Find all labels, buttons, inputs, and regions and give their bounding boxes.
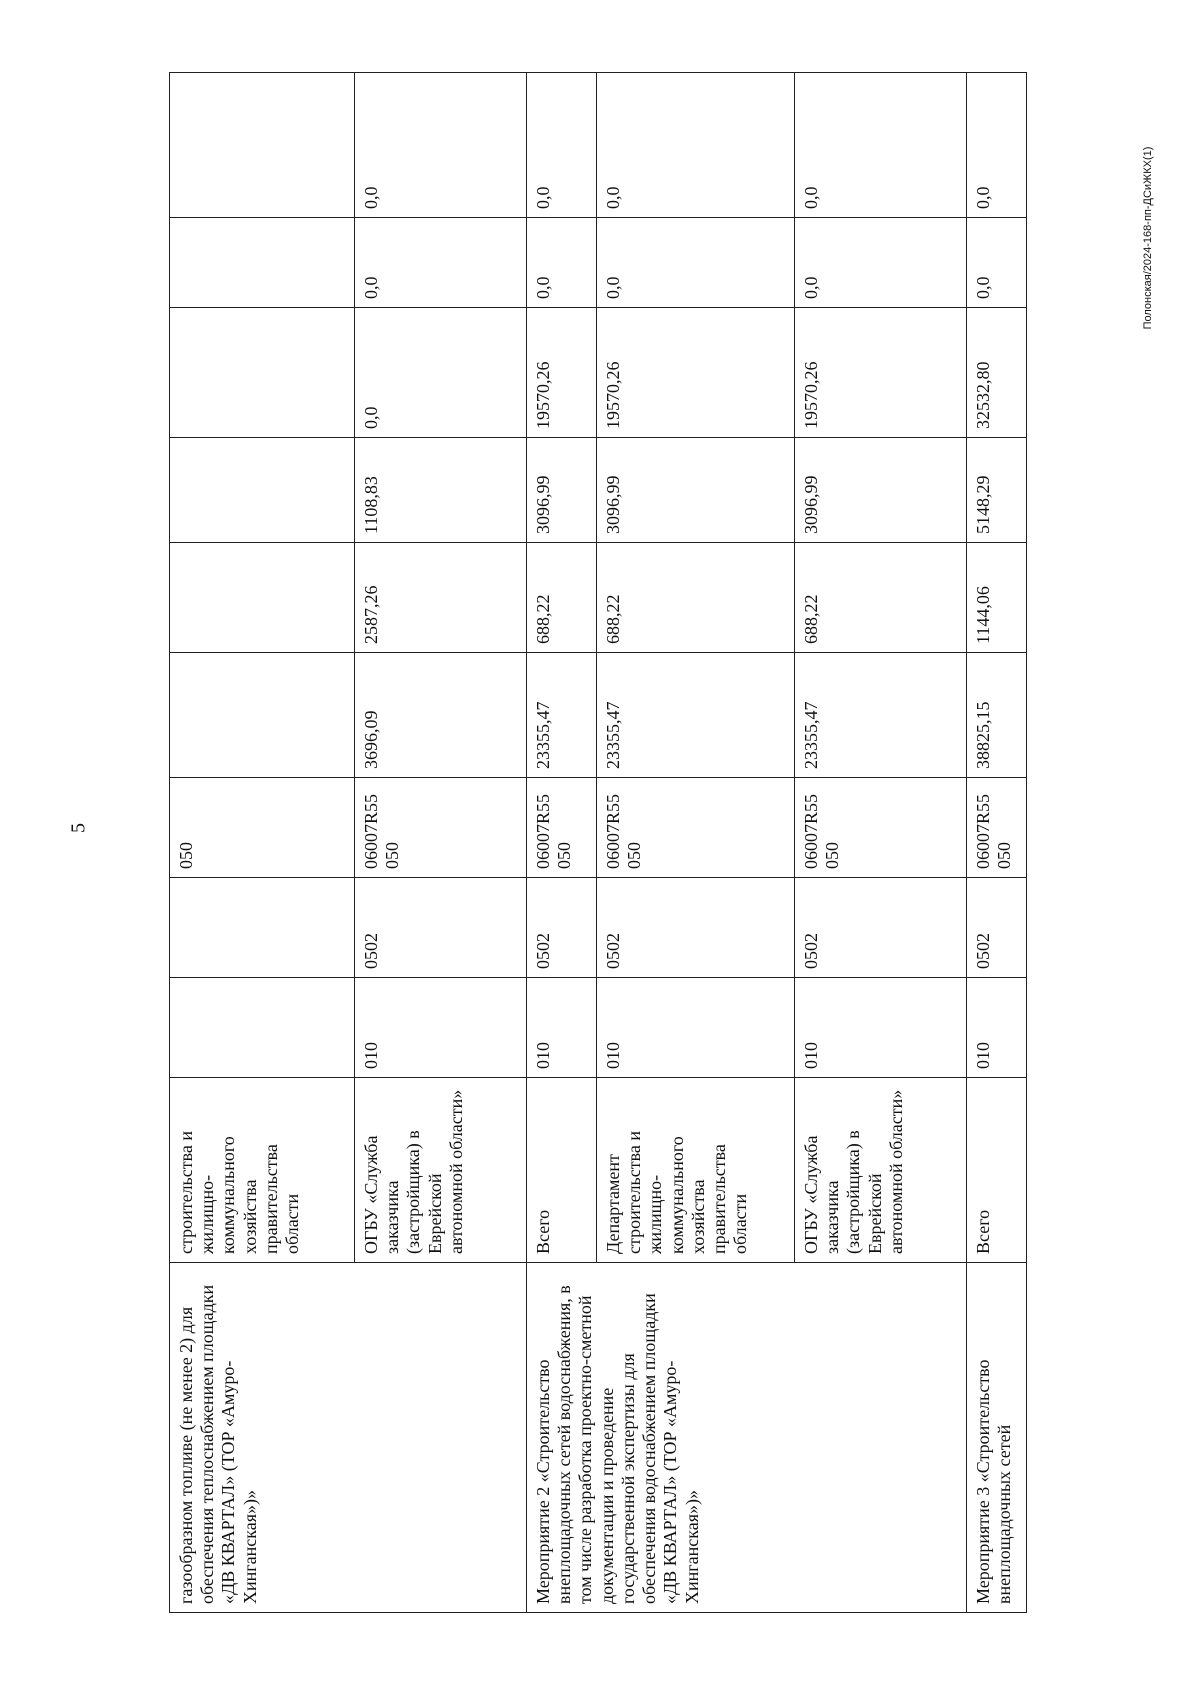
table-row <box>527 73 597 1613</box>
grbs-cell: 010 <box>597 978 795 1078</box>
event-cell: Мероприятие 3 «Строительство внеплощадочных сетей <box>967 1263 1027 1613</box>
total-cell <box>170 653 355 778</box>
executor-cell: ОГБУ «Служба заказчика (застройщика) в Еврейской автономной области» <box>795 1078 967 1263</box>
executor-cell: Всего <box>527 1078 597 1263</box>
rzpr-cell <box>170 878 355 978</box>
total-cell: 3696,09 <box>355 653 527 778</box>
value-cell: 1108,83 <box>355 438 527 543</box>
value-cell: 0,0 <box>527 73 597 218</box>
value-cell: 688,22 <box>795 543 967 653</box>
value-cell: 0,0 <box>355 308 527 438</box>
grbs-cell: 010 <box>527 978 597 1078</box>
value-cell: 3096,99 <box>527 438 597 543</box>
rzpr-cell: 0502 <box>597 878 795 978</box>
executor-cell: ОГБУ «Служба заказчика (застройщика) в Еврейской автономной области» <box>355 1078 527 1263</box>
value-cell: 5148,29 <box>967 438 1027 543</box>
total-cell: 23355,47 <box>597 653 795 778</box>
executor-cell: строительства и жилищно-коммунального хозяйства правительства области <box>170 1078 355 1263</box>
event-cell: газообразном топливе (не менее 2) для обеспечения теплоснабжением площадки «ДВ КВАРТАЛ» (ТОР «Амуро-Хинганская»)» <box>170 1263 527 1613</box>
total-cell: 38825,15 <box>967 653 1027 778</box>
csr-cell: 06007R55 050 <box>967 778 1027 878</box>
grbs-cell: 010 <box>967 978 1027 1078</box>
rzpr-cell: 0502 <box>795 878 967 978</box>
value-cell: 19570,26 <box>527 308 597 438</box>
csr-cell: 06007R55 050 <box>597 778 795 878</box>
rzpr-cell: 0502 <box>355 878 527 978</box>
value-cell: 1144,06 <box>967 543 1027 653</box>
csr-cell: 06007R55 050 <box>355 778 527 878</box>
grbs-cell: 010 <box>355 978 527 1078</box>
value-cell <box>170 308 355 438</box>
value-cell <box>170 438 355 543</box>
grbs-cell: 010 <box>795 978 967 1078</box>
rzpr-cell: 0502 <box>527 878 597 978</box>
table-row <box>170 73 355 1613</box>
value-cell: 0,0 <box>967 73 1027 218</box>
executor-cell: Всего <box>967 1078 1027 1263</box>
csr-cell: 06007R55 050 <box>795 778 967 878</box>
total-cell: 23355,47 <box>795 653 967 778</box>
value-cell <box>170 543 355 653</box>
document-code: Полонская/2024-168-пп-ДСиЖКХ(1) <box>1142 146 1154 330</box>
rotated-page-content <box>169 72 1027 1613</box>
event-cell: Мероприятие 2 «Строительство внеплощадочных сетей водоснабжения, в том числе разработка проектно-сметной документации и проведение государственной экспертизы для обеспечения водоснабжением площадки «ДВ КВАРТАЛ» (ТОР «Амуро-Хинганская»)» <box>527 1263 967 1613</box>
value-cell: 0,0 <box>597 218 795 308</box>
value-cell: 3096,99 <box>795 438 967 543</box>
value-cell: 32532,80 <box>967 308 1027 438</box>
budget-table <box>169 72 1027 1613</box>
rzpr-cell: 0502 <box>967 878 1027 978</box>
total-cell: 23355,47 <box>527 653 597 778</box>
value-cell: 688,22 <box>597 543 795 653</box>
csr-cell: 050 <box>170 778 355 878</box>
value-cell: 2587,26 <box>355 543 527 653</box>
value-cell: 0,0 <box>355 73 527 218</box>
executor-cell: Департамент строительства и жилищно-коммунального хозяйства правительства области <box>597 1078 795 1263</box>
value-cell: 0,0 <box>355 218 527 308</box>
page-number: 5 <box>67 823 90 833</box>
table-row <box>967 73 1027 1613</box>
value-cell: 3096,99 <box>597 438 795 543</box>
value-cell: 19570,26 <box>795 308 967 438</box>
value-cell: 0,0 <box>597 73 795 218</box>
grbs-cell <box>170 978 355 1078</box>
value-cell: 0,0 <box>795 218 967 308</box>
value-cell: 0,0 <box>967 218 1027 308</box>
value-cell: 0,0 <box>527 218 597 308</box>
value-cell <box>170 218 355 308</box>
value-cell: 0,0 <box>795 73 967 218</box>
value-cell: 688,22 <box>527 543 597 653</box>
value-cell <box>170 73 355 218</box>
value-cell: 19570,26 <box>597 308 795 438</box>
csr-cell: 06007R55 050 <box>527 778 597 878</box>
